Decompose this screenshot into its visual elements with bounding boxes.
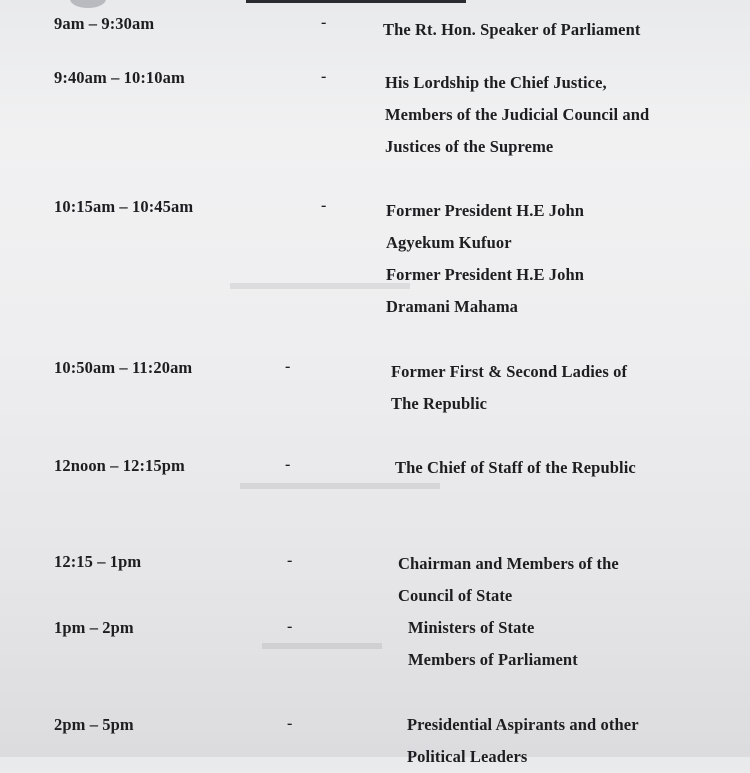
top-emblem-fragment xyxy=(70,0,106,8)
attendee-group: The Rt. Hon. Speaker of Parliament xyxy=(383,20,641,39)
time-slot: 10:15am – 10:45am xyxy=(54,197,194,216)
time-slot: 10:50am – 11:20am xyxy=(54,358,193,377)
time-slot: 12noon – 12:15pm xyxy=(54,456,185,475)
heading-underline xyxy=(246,0,466,3)
separator: - xyxy=(285,358,291,375)
separator: - xyxy=(287,715,293,732)
time-slot: 12:15 – 1pm xyxy=(54,552,142,571)
bleed-through-mark: ▬▬▬▬▬▬▬▬▬▬ xyxy=(240,472,440,494)
separator: - xyxy=(287,552,293,569)
time-slot: 9am – 9:30am xyxy=(54,14,155,33)
time-slot: 2pm – 5pm xyxy=(54,715,134,734)
attendee-group: The Chief of Staff of the Republic xyxy=(395,458,636,477)
separator: - xyxy=(321,68,327,85)
separator: - xyxy=(285,456,291,473)
separator: - xyxy=(321,197,327,214)
attendee-group: Ministers of State Members of Parliament xyxy=(408,618,578,669)
separator: - xyxy=(321,14,327,31)
time-slot: 9:40am – 10:10am xyxy=(54,68,185,87)
time-slot: 1pm – 2pm xyxy=(54,618,134,637)
separator: - xyxy=(287,618,293,635)
attendee-group: Presidential Aspirants and other Political Leaders xyxy=(407,715,639,766)
bleed-through-mark: ▬▬▬▬▬▬ xyxy=(262,632,382,654)
attendee-group: Former First & Second Ladies of The Republic xyxy=(391,362,628,413)
bleed-through-mark: ▬▬▬▬▬▬▬▬▬ xyxy=(230,272,410,294)
attendee-group: His Lordship the Chief Justice, Members of the Judicial Council and Justices of the Supreme xyxy=(385,73,650,156)
attendee-group: Chairman and Members of the Council of State xyxy=(398,554,619,605)
attendee-group: Former President H.E John Agyekum Kufuor Former President H.E John Dramani Mahama xyxy=(386,201,585,316)
